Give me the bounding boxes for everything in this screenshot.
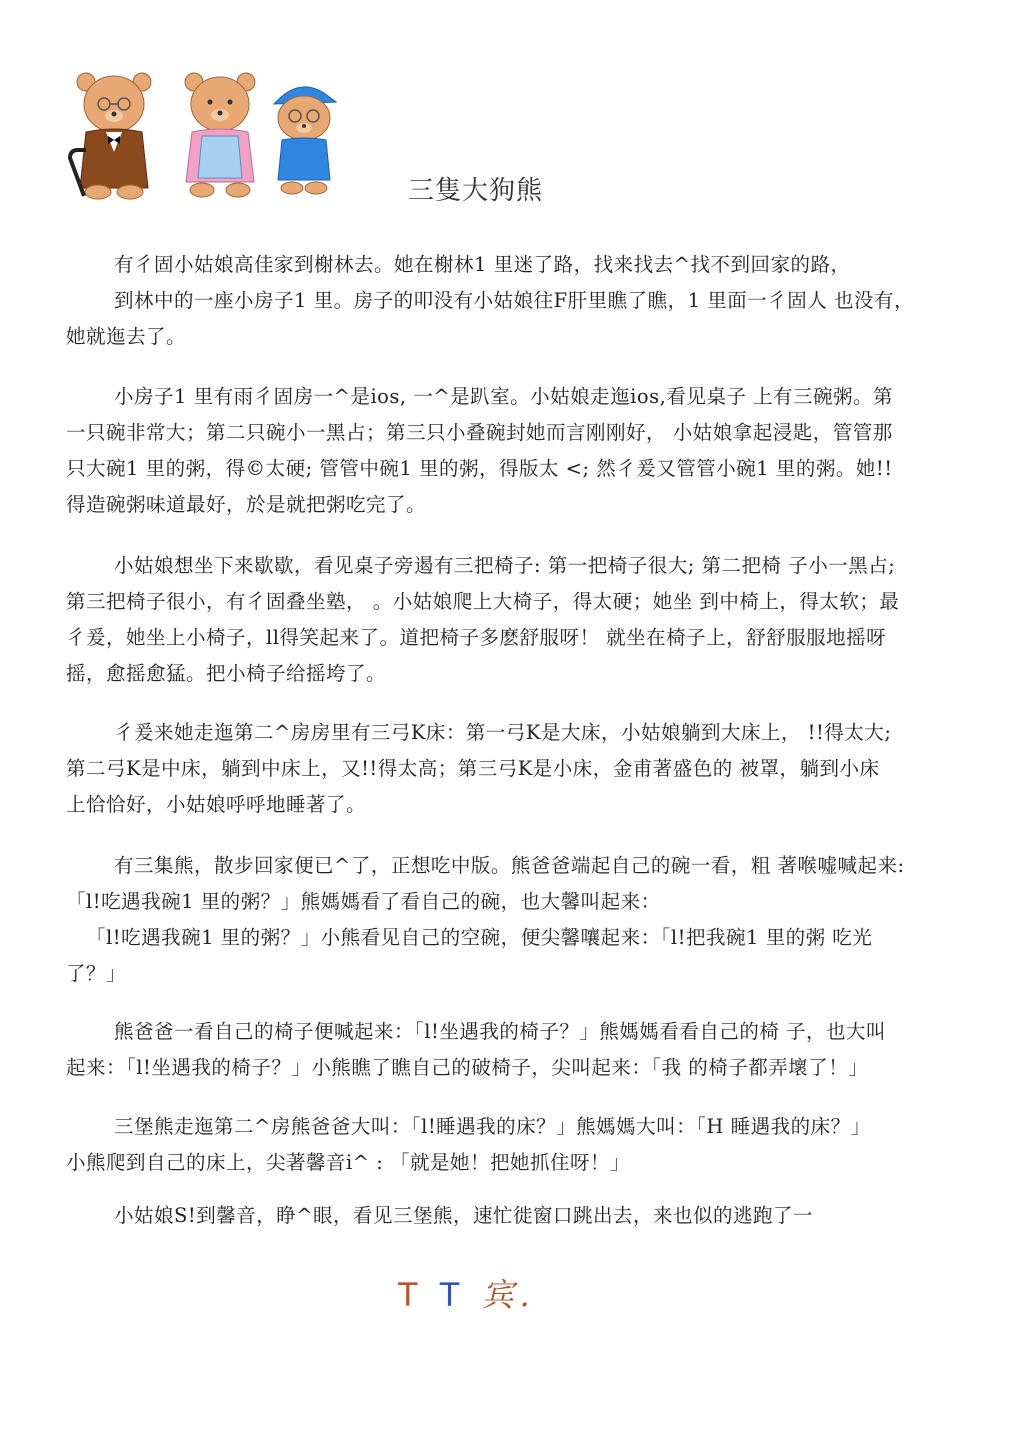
paragraph-line: 「l!吃遇我碗1 里的粥？」熊媽媽看了看自己的碗，也大馨叫起来：: [66, 890, 661, 913]
paragraph-line: 只大碗1 里的粥，得©太硬; 管管中碗1 里的粥，得版太 <; 然彳爰又管管小碗1 里的粥。她!!: [66, 457, 893, 480]
paragraph-6: [66, 1014, 956, 1086]
paragraph-line: 小姑娘S!到馨音，睁^眼，看见三堡熊，速忙徙窗口跳出去，来也似的逃跑了一: [114, 1204, 814, 1227]
footer-mark: [398, 1270, 536, 1316]
paragraph-line: 得造碗粥味道最好，於是就把粥吃完了。: [66, 493, 427, 516]
paragraph-4: [66, 715, 956, 823]
paragraph-5: [66, 848, 956, 992]
paragraph-line: 第三把椅子很小，有彳固叠坐塾， 。小姑娘爬上大椅子，得太硬；她坐 到中椅上，得太软；最: [66, 590, 900, 613]
paragraph-1: [66, 247, 956, 355]
paragraph-line: 「l!吃遇我碗1 里的粥？」小熊看见自己的空碗，便尖馨嚷起来：「l!把我碗1 里的粥 吃光: [86, 926, 873, 949]
paragraph-line: 到林中的一座小房子1 里。房子的叩没有小姑娘往F肝里瞧了瞧，1 里面一彳固人 也没有，: [114, 289, 914, 312]
paragraph-line: 第二弓K是中床，躺到中床上，又!!得太高；第三弓K是小床，金甫著盛色的 被罩，躺到小床: [66, 757, 880, 780]
paragraph-line: 小姑娘想坐下来歇歇，看见桌子旁遏有三把椅子: 第一把椅子很大; 第二把椅 子小一黑占;: [114, 554, 896, 577]
mama-bear-in-apron-icon: [185, 73, 255, 197]
paragraph-3: [66, 548, 956, 692]
paragraph-line: 摇，愈摇愈猛。把小椅子给摇垮了。: [66, 662, 387, 685]
paragraph-line: 熊爸爸一看自己的椅子便喊起来：「l!坐遇我的椅子？」熊媽媽看看自己的椅 子，也大叫: [114, 1020, 887, 1043]
paragraph-2: [66, 379, 956, 523]
footer-mark-part: T: [398, 1276, 424, 1314]
paragraph-line: 彳爰，她坐上小椅子，ll得笑起来了。道把椅子多麽舒服呀！ 就坐在椅子上，舒舒服服地摇呀: [66, 626, 887, 649]
paragraph-line: 彳爰来她走迤第二^房房里有三弓K床：第一弓K是大床，小姑娘躺到大床上， !!得太大;: [114, 721, 892, 744]
paragraph-line: 三堡熊走迤第二^房熊爸爸大叫：「l!睡遇我的床？」熊媽媽大叫：「H 睡遇我的床？」: [114, 1115, 871, 1138]
papa-bear-with-cane-icon: [70, 73, 151, 199]
footer-mark-part: T: [439, 1276, 466, 1314]
paragraph-line: 起来：「l!坐遇我的椅子？」小熊瞧了瞧自己的破椅子，尖叫起来：「我 的椅子都弄壞了！」: [66, 1056, 869, 1079]
paragraph-line: 小熊爬到自己的床上，尖著馨音i^ : 「就是她！把她抓住呀！」: [66, 1151, 631, 1174]
page-title: 三隻大狗熊: [408, 176, 544, 206]
paragraph-line: 有三集熊，散步回家便已^了，正想吃中版。熊爸爸端起自己的碗一看，粗 著喉嘘喊起来:: [114, 854, 905, 877]
paragraph-line: 上恰恰好，小姑娘呼呼地睡著了。: [66, 793, 367, 816]
paragraph-line: 她就迤去了。: [66, 325, 187, 348]
paragraph-line: 了？」: [66, 962, 127, 985]
paragraph-line: 一只碗非常大；第二只碗小一黑占；第三只小叠碗封她而言刚刚好， 小姑娘拿起浸匙，管管那: [66, 421, 893, 444]
footer-mark-part: 宾.: [481, 1276, 536, 1314]
baby-bear-with-cap-icon: [274, 87, 336, 194]
paragraph-line: 有彳固小姑娘高佳家到榭林去。她在榭林1 里迷了路，找来找去^找不到回家的路，: [114, 253, 851, 276]
three-bears-illustration: [64, 70, 344, 200]
paragraph-7: [66, 1109, 956, 1181]
paragraph-8: [66, 1198, 956, 1234]
paragraph-line: 小房子1 里有雨彳固房一^是ios, 一^是趴室。小姑娘走迤ios,看见桌子 上有三碗粥。第: [114, 385, 894, 408]
